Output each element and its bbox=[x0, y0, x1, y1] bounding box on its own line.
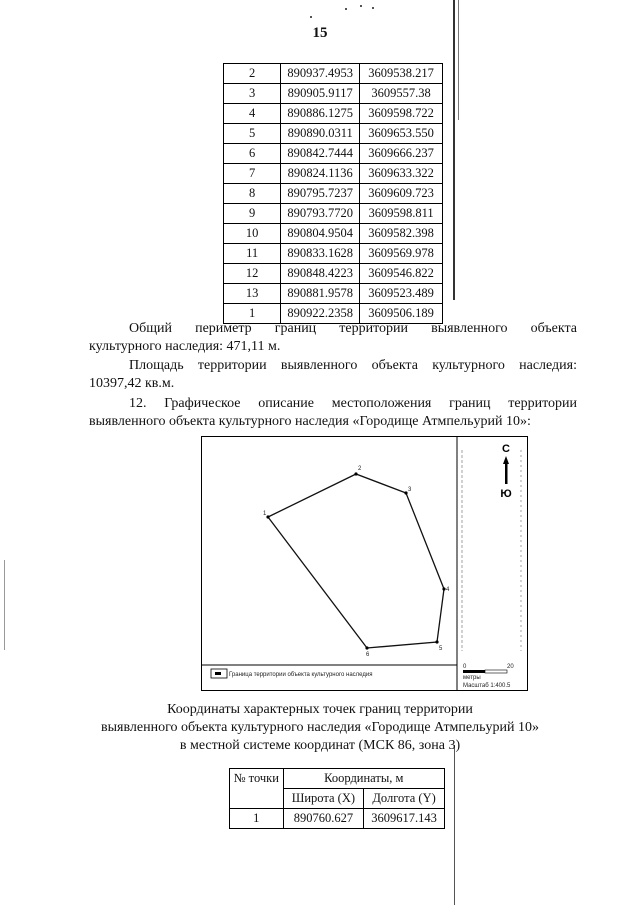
longitude-cell: 3609523.489 bbox=[360, 284, 443, 304]
latitude-cell: 890795.7237 bbox=[281, 184, 360, 204]
table-row bbox=[224, 84, 443, 104]
latitude-cell: 890890.0311 bbox=[281, 124, 360, 144]
scan-speck bbox=[310, 16, 312, 18]
table-row bbox=[224, 244, 443, 264]
latitude-cell: 890922.2358 bbox=[281, 304, 360, 324]
vertex-label: 6 bbox=[366, 652, 370, 658]
header-point-number: № точки bbox=[230, 769, 284, 809]
perimeter-line-2: культурного наследия: 471,11 м. bbox=[89, 339, 281, 354]
longitude-cell: 3609546.822 bbox=[360, 264, 443, 284]
table-row bbox=[224, 104, 443, 124]
scale-ratio: Масштаб 1:400.5 bbox=[463, 683, 511, 689]
latitude-cell: 890842.7444 bbox=[281, 144, 360, 164]
longitude-cell: 3609666.237 bbox=[360, 144, 443, 164]
table-row bbox=[224, 224, 443, 244]
vertex-label: 4 bbox=[446, 587, 450, 593]
longitude-cell: 3609538.217 bbox=[360, 64, 443, 84]
table-row bbox=[224, 64, 443, 84]
header-coordinates: Координаты, м bbox=[283, 769, 444, 789]
vertex-label: 2 bbox=[358, 466, 362, 472]
caption-line-3: в местной системе координат (МСК 86, зона 3) bbox=[179, 738, 461, 753]
perimeter-line-1: Общий периметр границ территории выявленного объекта bbox=[129, 321, 577, 336]
latitude-cell: 890824.1136 bbox=[281, 164, 360, 184]
point-number-cell: 7 bbox=[224, 164, 281, 184]
table-row bbox=[224, 144, 443, 164]
latitude-cell: 890905.9117 bbox=[281, 84, 360, 104]
longitude-cell: 3609506.189 bbox=[360, 304, 443, 324]
latitude-cell: 890881.9578 bbox=[281, 284, 360, 304]
point-number-cell: 10 bbox=[224, 224, 281, 244]
point-number-cell: 3 bbox=[224, 84, 281, 104]
latitude-cell: 890937.4953 bbox=[281, 64, 360, 84]
compass-south-label: Ю bbox=[500, 488, 512, 500]
coordinates-table bbox=[223, 63, 443, 324]
point-number-cell: 5 bbox=[224, 124, 281, 144]
point-number-cell: 2 bbox=[224, 64, 281, 84]
caption-line-2: выявленного объекта культурного наследия «Городище Атмпельурий 10» bbox=[101, 720, 539, 735]
compass-north-label: С bbox=[502, 443, 510, 455]
legend-text: Граница территории объекта культурного наследия bbox=[229, 672, 373, 678]
table-row bbox=[224, 184, 443, 204]
header-latitude: Широта (X) bbox=[283, 789, 364, 809]
latitude-cell: 890886.1275 bbox=[281, 104, 360, 124]
vertex-label: 5 bbox=[439, 646, 443, 652]
longitude-cell: 3609569.978 bbox=[360, 244, 443, 264]
area-line-1: Площадь территории выявленного объекта культурного наследия: bbox=[129, 358, 577, 373]
table-row bbox=[224, 164, 443, 184]
longitude-cell: 3609617.143 bbox=[364, 809, 445, 829]
scan-edge-line bbox=[4, 560, 5, 650]
scale-end: 20 bbox=[507, 664, 514, 670]
point-number-cell: 13 bbox=[224, 284, 281, 304]
point-number-cell: 12 bbox=[224, 264, 281, 284]
page-number: 15 bbox=[312, 25, 328, 41]
point-number-cell: 9 bbox=[224, 204, 281, 224]
item12-line-2: выявленного объекта культурного наследия «Городище Атмпельурий 10»: bbox=[89, 414, 531, 429]
scale-start: 0 bbox=[463, 664, 467, 670]
point-number-cell: 1 bbox=[230, 809, 284, 829]
longitude-cell: 3609598.722 bbox=[360, 104, 443, 124]
table-row bbox=[230, 809, 445, 829]
longitude-cell: 3609557.38 bbox=[360, 84, 443, 104]
scan-edge-line bbox=[454, 745, 455, 905]
scan-speck bbox=[360, 5, 362, 7]
vertex-label: 1 bbox=[263, 511, 267, 517]
vertex-label: 3 bbox=[408, 487, 412, 493]
caption-line-1: Координаты характерных точек границ территории bbox=[167, 702, 473, 717]
longitude-cell: 3609633.322 bbox=[360, 164, 443, 184]
latitude-cell: 890804.9504 bbox=[281, 224, 360, 244]
latitude-cell: 890848.4223 bbox=[281, 264, 360, 284]
latitude-cell: 890833.1628 bbox=[281, 244, 360, 264]
table-row bbox=[224, 204, 443, 224]
latitude-cell: 890760.627 bbox=[283, 809, 364, 829]
scale-units: метры bbox=[463, 675, 481, 681]
header-longitude: Долгота (Y) bbox=[364, 789, 445, 809]
point-coordinates-table bbox=[229, 768, 445, 829]
longitude-cell: 3609582.398 bbox=[360, 224, 443, 244]
point-number-cell: 11 bbox=[224, 244, 281, 264]
table-row bbox=[224, 284, 443, 304]
point-number-cell: 4 bbox=[224, 104, 281, 124]
table-row bbox=[224, 124, 443, 144]
point-number-cell: 1 bbox=[224, 304, 281, 324]
scan-speck bbox=[345, 8, 347, 10]
point-number-cell: 6 bbox=[224, 144, 281, 164]
table-row bbox=[224, 264, 443, 284]
latitude-cell: 890793.7720 bbox=[281, 204, 360, 224]
longitude-cell: 3609598.811 bbox=[360, 204, 443, 224]
area-line-2: 10397,42 кв.м. bbox=[89, 376, 175, 391]
longitude-cell: 3609653.550 bbox=[360, 124, 443, 144]
point-number-cell: 8 bbox=[224, 184, 281, 204]
scan-edge-line bbox=[458, 0, 459, 120]
item12-line-1: 12. Графическое описание местоположения границ территории bbox=[129, 396, 577, 411]
longitude-cell: 3609609.723 bbox=[360, 184, 443, 204]
scan-speck bbox=[372, 7, 374, 9]
boundary-map bbox=[201, 436, 528, 691]
scan-edge-line bbox=[453, 0, 455, 300]
